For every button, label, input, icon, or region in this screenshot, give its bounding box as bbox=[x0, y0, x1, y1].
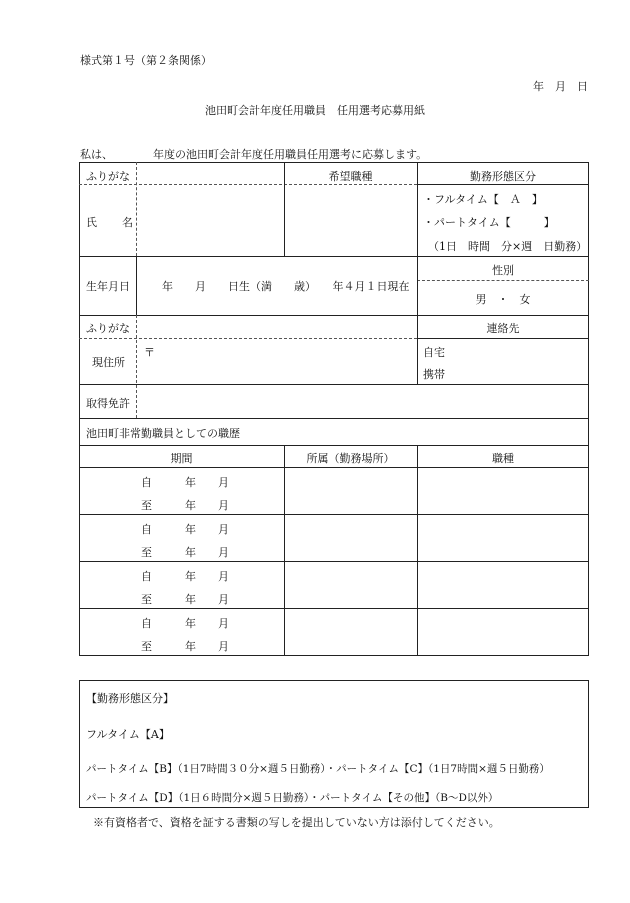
furigana-label: ふりがな bbox=[86, 170, 130, 183]
period-header: 期間 bbox=[170, 452, 193, 465]
desired-job-header: 希望職種 bbox=[328, 170, 373, 183]
footnote: ※有資格者で、資格を証する書類の写しを提出していない方は添付してください。 bbox=[93, 816, 500, 829]
legend-parttime-bc: パートタイム【B】（1日7時間３０分×週５日勤務）・パートタイム【C】（1日7時間×週５日勤務） bbox=[86, 763, 550, 775]
career-from: 自 年 月 bbox=[141, 476, 229, 489]
career-from: 自 年 月 bbox=[141, 617, 229, 630]
legend-fulltime: フルタイム【A】 bbox=[86, 728, 170, 741]
birth-text: 年 月 日生（満 歳） 年４月１日現在 bbox=[162, 280, 410, 293]
work-type-header: 勤務形態区分 bbox=[470, 170, 536, 183]
intro-prefix: 私は、 bbox=[80, 148, 113, 161]
address-label: 現住所 bbox=[92, 356, 125, 369]
hours-option: （1日 時間 分×週 日勤務） bbox=[428, 240, 588, 253]
job-header: 職種 bbox=[492, 452, 514, 465]
legend-parttime-d: パートタイム【D】（1日６時間分×週５日勤務）・パートタイム【その他】（B～D以外） bbox=[86, 792, 499, 804]
career-to: 至 年 月 bbox=[141, 640, 229, 653]
mobile-phone-label: 携帯 bbox=[423, 368, 445, 381]
license-label: 取得免許 bbox=[86, 397, 130, 410]
form-title: 池田町会計年度任用職員 任用選考応募用紙 bbox=[205, 104, 425, 117]
postal-mark: 〒 bbox=[144, 346, 155, 359]
gender-header: 性別 bbox=[492, 264, 514, 277]
career-to: 至 年 月 bbox=[141, 499, 229, 512]
home-phone-label: 自宅 bbox=[423, 346, 445, 359]
career-from: 自 年 月 bbox=[141, 570, 229, 583]
career-to: 至 年 月 bbox=[141, 546, 229, 559]
name-label: 氏 名 bbox=[86, 216, 134, 229]
address-furigana-label: ふりがな bbox=[86, 322, 130, 335]
gender-options: 男 ・ 女 bbox=[475, 293, 531, 306]
career-from: 自 年 月 bbox=[141, 523, 229, 536]
legend-title: 【勤務形態区分】 bbox=[86, 692, 174, 705]
parttime-option: ・パートタイム【 】 bbox=[423, 216, 555, 229]
dept-header: 所属（勤務場所） bbox=[306, 452, 395, 465]
fulltime-option: ・フルタイム【 Ａ 】 bbox=[423, 193, 543, 206]
date-line: 年 月 日 bbox=[533, 80, 588, 93]
career-to: 至 年 月 bbox=[141, 593, 229, 606]
form-number: 様式第１号（第２条関係） bbox=[80, 54, 212, 67]
contact-header: 連絡先 bbox=[486, 322, 520, 335]
birth-label: 生年月日 bbox=[86, 280, 130, 293]
career-title: 池田町非常勤職員としての職歴 bbox=[86, 427, 240, 440]
intro-text: 年度の池田町会計年度任用職員任用選考に応募します。 bbox=[153, 148, 428, 161]
